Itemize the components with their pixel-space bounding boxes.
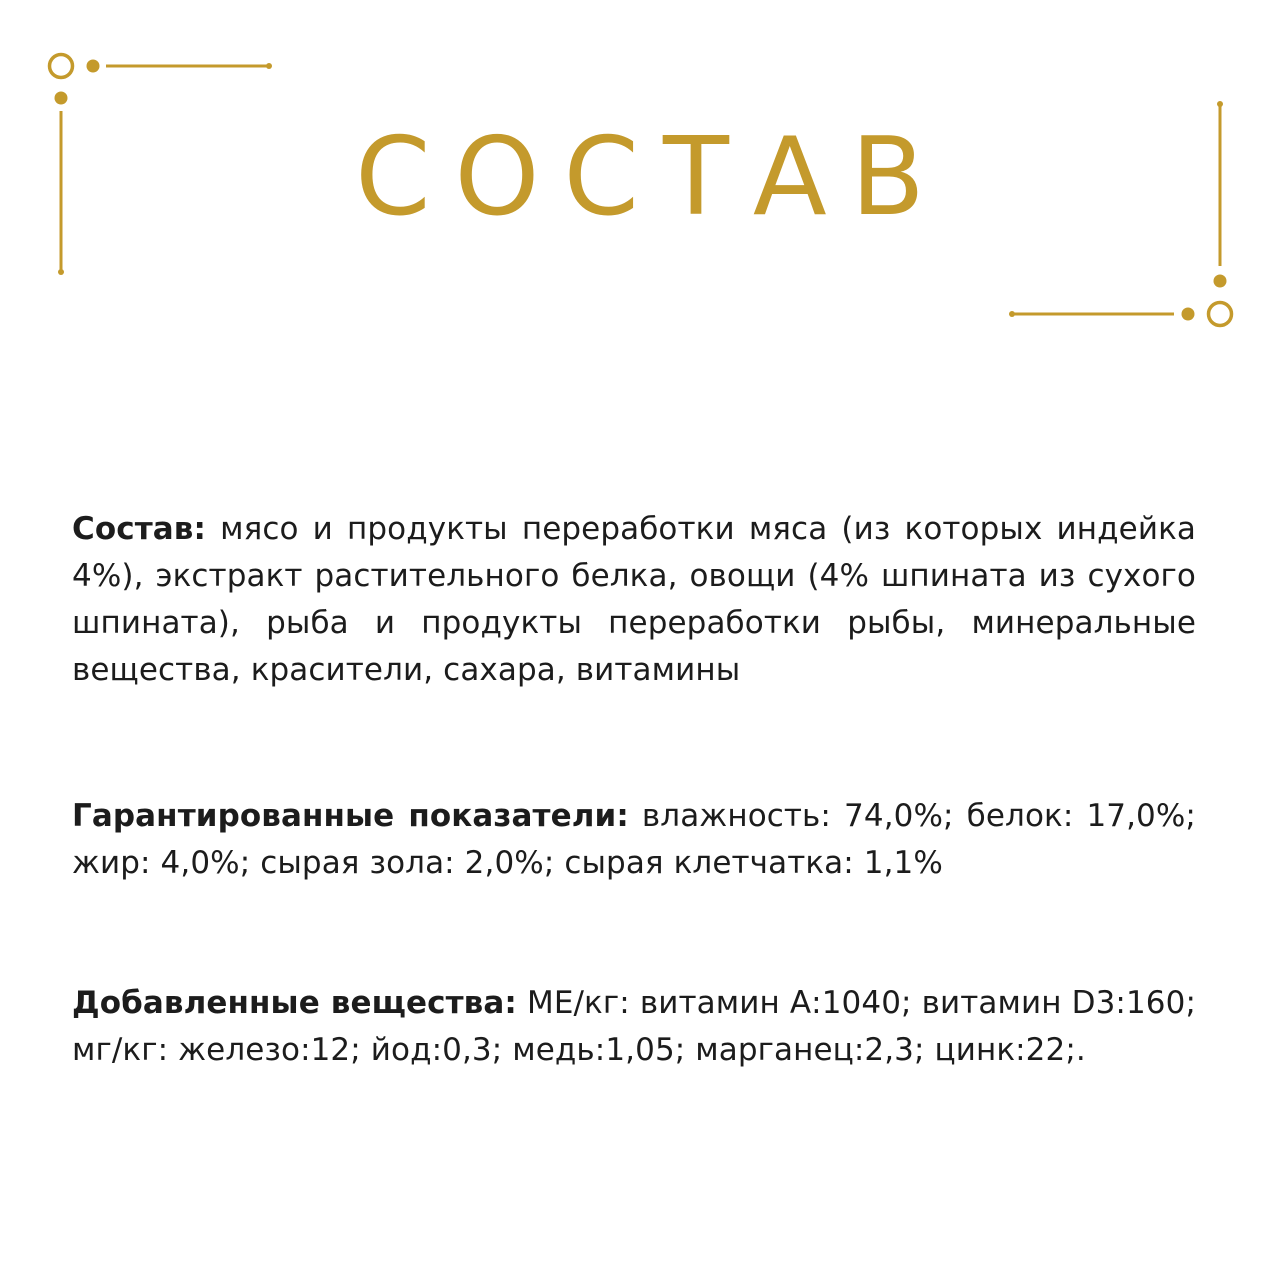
page-title: СОСТАВ bbox=[355, 115, 949, 240]
dot-ornament-icon bbox=[87, 60, 100, 73]
guaranteed-analysis-paragraph bbox=[72, 793, 1196, 887]
additives-paragraph bbox=[72, 980, 1196, 1074]
composition-label: Состав: bbox=[72, 511, 207, 547]
guaranteed-analysis-text: влажность: 74,0%; белок: 17,0%; жир: 4,0%; сырая зола: 2,0%; сырая клетчатка: 1,1% bbox=[72, 798, 1196, 881]
guaranteed-analysis-label: Гарантированные показатели: bbox=[72, 798, 629, 834]
additives-text: МЕ/кг: витамин А:1040; витамин D3:160; мг/кг: железо:12; йод:0,3; медь:1,05; марганец:2,3; цинк:22;. bbox=[72, 985, 1196, 1068]
dot-ornament-icon bbox=[1182, 308, 1195, 321]
line-end-dot-icon bbox=[58, 269, 64, 275]
dot-ornament-icon bbox=[55, 92, 68, 105]
composition-text: мясо и продукты переработки мяса (из которых индейка 4%), экстракт растительного белка, овощи (4% шпината из сухого шпината), рыба и продукты переработки рыбы, минеральные вещества, красители, сахара, витамины bbox=[72, 511, 1196, 688]
composition-paragraph bbox=[72, 506, 1196, 694]
dot-ornament-icon bbox=[1214, 275, 1227, 288]
line-end-dot-icon bbox=[266, 63, 272, 69]
additives-label: Добавленные вещества: bbox=[72, 985, 517, 1021]
ring-ornament-icon bbox=[50, 55, 73, 78]
ring-ornament-icon bbox=[1209, 303, 1232, 326]
